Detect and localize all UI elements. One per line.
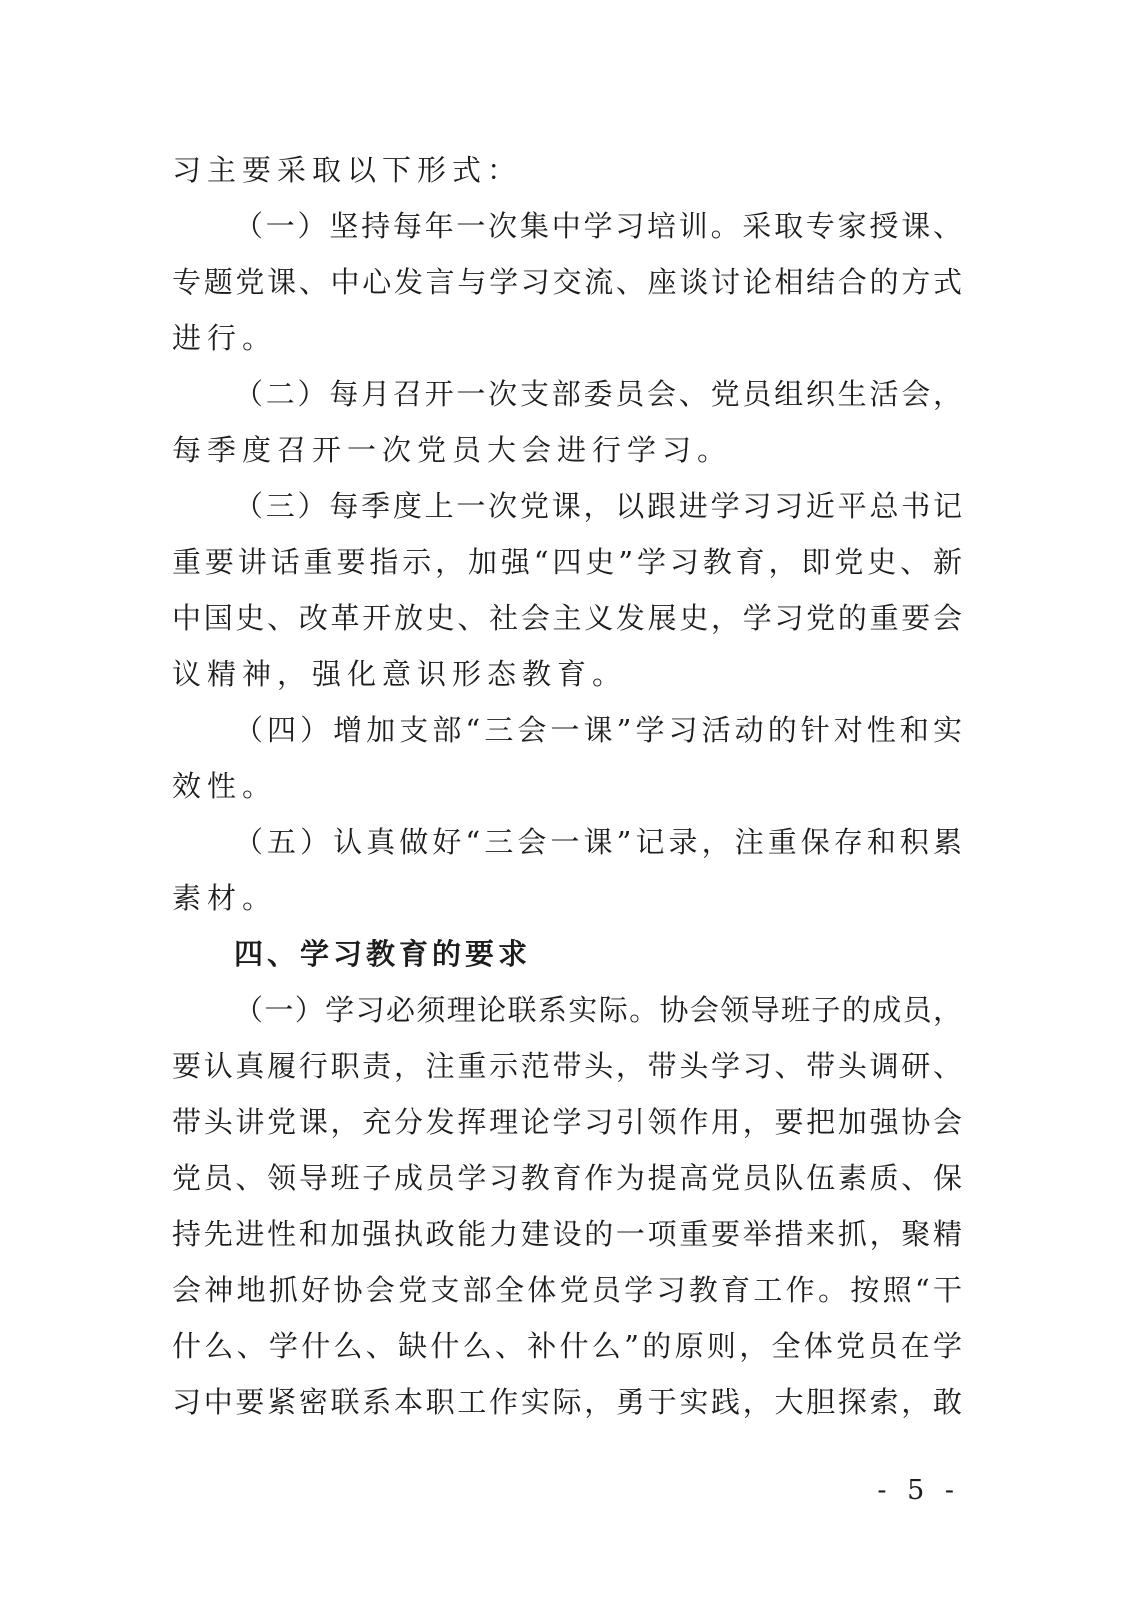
text-line: （三）每季度上一次党课，以跟进学习习近平总书记 xyxy=(234,489,962,523)
text-line: （四）增加支部“三会一课”学习活动的针对性和实 xyxy=(234,713,962,747)
text-line: 会神地抓好协会党支部全体党员学习教育工作。按照“干 xyxy=(172,1273,962,1307)
text-line: 重要讲话重要指示，加强“四史”学习教育，即党史、新 xyxy=(172,545,962,579)
text-line: （一）学习必须理论联系实际。协会领导班子的成员， xyxy=(234,993,962,1027)
text-line: 习中要紧密联系本职工作实际，勇于实践，大胆探索，敢 xyxy=(172,1385,962,1419)
text-line: 要认真履行职责，注重示范带头，带头学习、带头调研、 xyxy=(172,1049,962,1083)
text-line: 进行。 xyxy=(172,321,278,355)
page-number: - 5 - xyxy=(877,1475,960,1506)
text-line: 专题党课、中心发言与学习交流、座谈讨论相结合的方式 xyxy=(172,265,962,299)
text-line: 每季度召开一次党员大会进行学习。 xyxy=(172,433,733,467)
section-heading: 四、学习教育的要求 xyxy=(234,937,532,971)
text-line: 党员、领导班子成员学习教育作为提高党员队伍素质、保 xyxy=(172,1161,962,1195)
text-line: 习主要采取以下形式： xyxy=(172,153,523,187)
text-line: （一）坚持每年一次集中学习培训。采取专家授课、 xyxy=(234,209,962,243)
text-line: （二）每月召开一次支部委员会、党员组织生活会， xyxy=(234,377,962,411)
text-line: 中国史、改革开放史、社会主义发展史，学习党的重要会 xyxy=(172,601,962,635)
text-line: 什么、学什么、缺什么、补什么”的原则，全体党员在学 xyxy=(172,1329,962,1363)
text-line: 素材。 xyxy=(172,881,278,915)
text-line: 效性。 xyxy=(172,769,278,803)
text-line: 持先进性和加强执政能力建设的一项重要举措来抓，聚精 xyxy=(172,1217,962,1251)
text-line: 带头讲党课，充分发挥理论学习引领作用，要把加强协会 xyxy=(172,1105,962,1139)
text-line: （五）认真做好“三会一课”记录，注重保存和积累 xyxy=(234,825,962,859)
text-line: 议精神，强化意识形态教育。 xyxy=(172,657,628,691)
